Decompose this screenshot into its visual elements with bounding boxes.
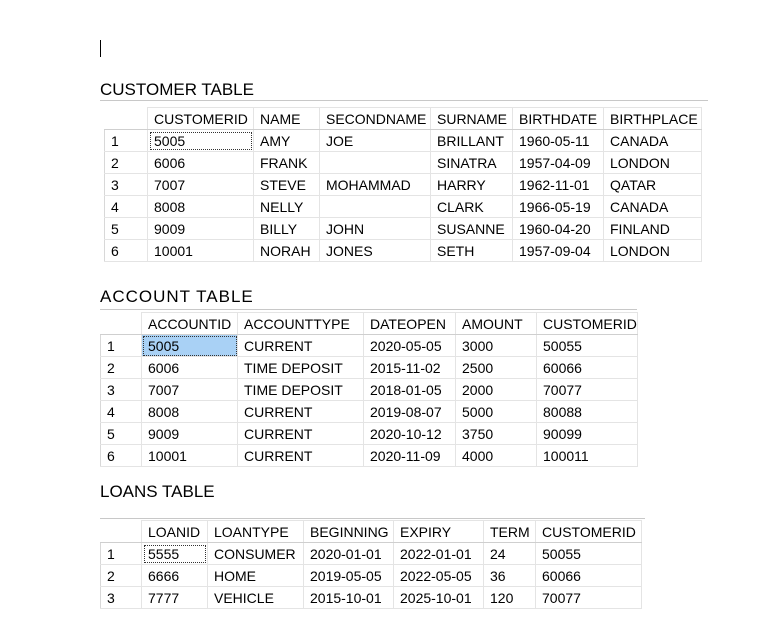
table-cell[interactable]: CURRENT (238, 401, 364, 423)
table-cell[interactable]: 1960-05-11 (513, 130, 604, 152)
table-cell[interactable]: FRANK (254, 152, 320, 174)
account-table-top-rule (100, 309, 637, 310)
table-cell[interactable]: 7007 (148, 174, 254, 196)
table-cell[interactable]: VEHICLE (208, 587, 304, 609)
table-cell[interactable]: 8008 (142, 401, 238, 423)
table-cell[interactable]: 36 (484, 565, 536, 587)
table-cell[interactable]: 50055 (536, 543, 642, 565)
row-number[interactable]: 1 (105, 130, 148, 152)
loans-column-header[interactable]: TERM (484, 521, 536, 543)
table-cell[interactable] (320, 196, 431, 218)
table-cell[interactable]: SUSANNE (431, 218, 513, 240)
table-row[interactable] (101, 335, 638, 357)
table-cell[interactable]: 90099 (537, 423, 638, 445)
loans-header-row (101, 521, 642, 543)
row-number[interactable]: 5 (101, 423, 142, 445)
table-cell[interactable]: 60066 (537, 357, 638, 379)
row-number[interactable]: 3 (101, 379, 142, 401)
table-row[interactable] (105, 130, 702, 152)
text-cursor (100, 40, 101, 57)
account-header-row (101, 313, 638, 335)
table-cell[interactable]: 7007 (142, 379, 238, 401)
table-row[interactable] (101, 423, 638, 445)
table-row[interactable] (101, 401, 638, 423)
row-number[interactable]: 5 (105, 218, 148, 240)
row-number[interactable]: 6 (101, 445, 142, 467)
row-number[interactable]: 3 (101, 587, 142, 609)
table-cell[interactable]: CURRENT (238, 423, 364, 445)
table-cell[interactable]: LONDON (604, 240, 702, 262)
table-cell[interactable]: CLARK (431, 196, 513, 218)
table-cell[interactable]: SINATRA (431, 152, 513, 174)
table-cell[interactable]: BRILLANT (431, 130, 513, 152)
table-cell[interactable]: JOE (320, 130, 431, 152)
customer-table (104, 107, 702, 262)
table-cell[interactable]: 2020-10-12 (364, 423, 456, 445)
account-column-header[interactable]: ACCOUNTID (142, 313, 238, 335)
table-cell[interactable]: JONES (320, 240, 431, 262)
table-cell[interactable]: 9009 (142, 423, 238, 445)
loans-header-corner (101, 521, 142, 543)
row-number[interactable]: 2 (101, 357, 142, 379)
table-cell[interactable]: CONSUMER (208, 543, 304, 565)
table-row[interactable] (105, 196, 702, 218)
row-number[interactable]: 3 (105, 174, 148, 196)
customer-column-header[interactable]: SECONDNAME (320, 108, 431, 130)
table-cell[interactable] (320, 152, 431, 174)
table-cell[interactable]: 10001 (148, 240, 254, 262)
customer-header-corner (105, 108, 148, 130)
row-number[interactable]: 6 (105, 240, 148, 262)
customer-column-header[interactable]: BIRTHDATE (513, 108, 604, 130)
table-cell[interactable]: 2025-10-01 (394, 587, 484, 609)
table-row[interactable] (101, 565, 642, 587)
table-cell[interactable]: 7777 (142, 587, 208, 609)
table-row[interactable] (105, 240, 702, 262)
table-cell[interactable]: CURRENT (238, 445, 364, 467)
table-cell[interactable]: 1957-09-04 (513, 240, 604, 262)
table-cell[interactable]: 60066 (536, 565, 642, 587)
table-cell[interactable]: 2022-05-05 (394, 565, 484, 587)
table-row[interactable] (101, 587, 642, 609)
account-column-header[interactable]: DATEOPEN (364, 313, 456, 335)
row-number[interactable]: 4 (101, 401, 142, 423)
loans-table-top-rule (100, 518, 645, 519)
table-cell[interactable]: 2500 (456, 357, 537, 379)
loans-column-header[interactable]: LOANID (142, 521, 208, 543)
loans-table (100, 520, 642, 609)
table-row[interactable] (101, 379, 638, 401)
loans-column-header[interactable]: BEGINNING (304, 521, 394, 543)
customer-column-header[interactable]: SURNAME (431, 108, 513, 130)
table-cell[interactable]: 5005 (148, 130, 254, 152)
table-cell[interactable]: TIME DEPOSIT (238, 357, 364, 379)
row-number[interactable]: 4 (105, 196, 148, 218)
table-cell[interactable]: CANADA (604, 130, 702, 152)
table-cell[interactable]: 6006 (142, 357, 238, 379)
table-cell[interactable]: 2019-08-07 (364, 401, 456, 423)
table-cell[interactable]: HARRY (431, 174, 513, 196)
table-cell[interactable]: NORAH (254, 240, 320, 262)
table-cell[interactable]: 2015-11-02 (364, 357, 456, 379)
table-cell[interactable]: 1962-11-01 (513, 174, 604, 196)
table-cell[interactable]: 24 (484, 543, 536, 565)
account-header-corner (101, 313, 142, 335)
table-row[interactable] (101, 543, 642, 565)
table-cell[interactable]: JOHN (320, 218, 431, 240)
table-cell[interactable]: MOHAMMAD (320, 174, 431, 196)
table-cell[interactable]: 70077 (537, 379, 638, 401)
table-cell[interactable]: CANADA (604, 196, 702, 218)
table-row[interactable] (105, 218, 702, 240)
table-cell[interactable]: 2015-10-01 (304, 587, 394, 609)
table-cell[interactable]: 6006 (148, 152, 254, 174)
table-cell[interactable]: LONDON (604, 152, 702, 174)
loans-column-header[interactable]: CUSTOMERID (536, 521, 642, 543)
table-cell[interactable]: 1957-04-09 (513, 152, 604, 174)
table-row[interactable] (101, 357, 638, 379)
account-column-header[interactable]: ACCOUNTTYPE (238, 313, 364, 335)
table-cell[interactable]: 120 (484, 587, 536, 609)
row-number[interactable]: 2 (101, 565, 142, 587)
table-cell[interactable]: 80088 (537, 401, 638, 423)
loans-column-header[interactable]: LOANTYPE (208, 521, 304, 543)
table-cell[interactable]: 5000 (456, 401, 537, 423)
table-cell[interactable]: 10001 (142, 445, 238, 467)
table-cell[interactable]: 6666 (142, 565, 208, 587)
customer-column-header[interactable]: CUSTOMERID (148, 108, 254, 130)
table-row[interactable] (105, 174, 702, 196)
table-cell[interactable]: 2020-05-05 (364, 335, 456, 357)
customer-column-header[interactable]: BIRTHPLACE (604, 108, 702, 130)
table-cell[interactable]: TIME DEPOSIT (238, 379, 364, 401)
table-cell[interactable]: 8008 (148, 196, 254, 218)
table-cell[interactable]: 2000 (456, 379, 537, 401)
table-cell[interactable]: 5005 (142, 335, 238, 357)
loans-table-title: LOANS TABLE (100, 482, 215, 501)
row-number[interactable]: 1 (101, 543, 142, 565)
table-cell[interactable]: 3750 (456, 423, 537, 445)
table-row[interactable] (105, 152, 702, 174)
table-cell[interactable]: QATAR (604, 174, 702, 196)
table-cell[interactable]: 1966-05-19 (513, 196, 604, 218)
table-cell[interactable]: 2020-01-01 (304, 543, 394, 565)
loans-column-header[interactable]: EXPIRY (394, 521, 484, 543)
table-cell[interactable]: 2018-01-05 (364, 379, 456, 401)
table-cell[interactable]: STEVE (254, 174, 320, 196)
table-cell[interactable]: 2020-11-09 (364, 445, 456, 467)
table-cell[interactable]: CURRENT (238, 335, 364, 357)
table-cell[interactable]: 2019-05-05 (304, 565, 394, 587)
table-cell[interactable]: HOME (208, 565, 304, 587)
table-cell[interactable]: 2022-01-01 (394, 543, 484, 565)
table-cell[interactable]: BILLY (254, 218, 320, 240)
account-table (100, 312, 638, 467)
table-cell[interactable]: FINLAND (604, 218, 702, 240)
row-number[interactable]: 1 (101, 335, 142, 357)
table-cell[interactable]: 50055 (537, 335, 638, 357)
table-cell[interactable]: 4000 (456, 445, 537, 467)
customer-table-top-rule (100, 100, 708, 101)
table-cell[interactable]: 5555 (142, 543, 208, 565)
table-cell[interactable]: 1960-04-20 (513, 218, 604, 240)
account-column-header[interactable]: CUSTOMERID (537, 313, 638, 335)
customer-column-header[interactable]: NAME (254, 108, 320, 130)
table-cell[interactable]: 70077 (536, 587, 642, 609)
account-table-title: ACCOUNT TABLE (100, 287, 254, 306)
table-cell[interactable]: 9009 (148, 218, 254, 240)
table-cell[interactable]: NELLY (254, 196, 320, 218)
customer-header-row (105, 108, 702, 130)
table-cell[interactable]: SETH (431, 240, 513, 262)
table-cell[interactable]: AMY (254, 130, 320, 152)
row-number[interactable]: 2 (105, 152, 148, 174)
customer-table-title: CUSTOMER TABLE (100, 80, 254, 99)
account-column-header[interactable]: AMOUNT (456, 313, 537, 335)
table-row[interactable] (101, 445, 638, 467)
table-cell[interactable]: 100011 (537, 445, 638, 467)
table-cell[interactable]: 3000 (456, 335, 537, 357)
